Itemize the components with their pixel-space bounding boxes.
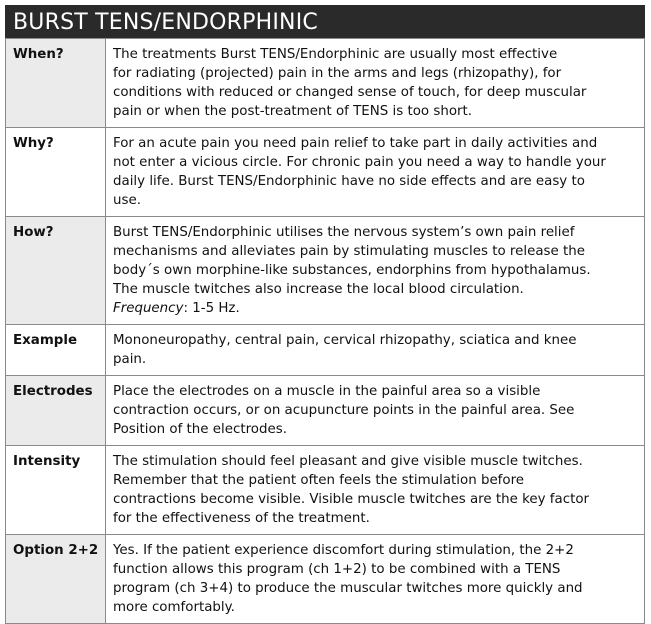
description-line: for radiating (projected) pain in the arms and legs (rhizopathy), for: [113, 66, 562, 81]
description-line: Place the electrodes on a muscle in the painful area so a visible: [113, 384, 541, 399]
description-line: not enter a vicious circle. For chronic pain you need a way to handle your: [113, 155, 606, 170]
description-line: Mononeuropathy, central pain, cervical rhizopathy, sciatica and knee: [113, 333, 577, 348]
description-line: For an acute pain you need pain relief to take part in daily activities and: [113, 136, 598, 151]
row-description: [106, 446, 644, 534]
description-line: The treatments Burst TENS/Endorphinic are usually most effective: [113, 47, 558, 62]
description-line: mechanisms and alleviates pain by stimulating muscles to release the: [113, 244, 585, 259]
description-line: contractions become visible. Visible muscle twitches are the key factor: [113, 492, 590, 507]
row-description: [106, 535, 644, 623]
description-line: The muscle twitches also increase the local blood circulation.: [113, 282, 524, 297]
burst-tens-table: [5, 5, 645, 624]
table-row: [6, 445, 644, 534]
description-line: pain.: [113, 352, 147, 367]
row-description: [106, 217, 644, 324]
description-line: use.: [113, 193, 141, 208]
description-line: The stimulation should feel pleasant and give visible muscle twitches.: [113, 454, 583, 469]
table-row: [6, 324, 644, 375]
description-line: Remember that the patient often feels the stimulation before: [113, 473, 525, 488]
table-row: [6, 38, 644, 127]
row-label: Example: [6, 325, 106, 375]
frequency-line: [113, 299, 638, 318]
table-row: [6, 127, 644, 216]
description-line: daily life. Burst TENS/Endorphinic have no side effects and are easy to: [113, 174, 585, 189]
row-description: [106, 325, 644, 375]
description-line: for the effectiveness of the treatment.: [113, 511, 370, 526]
description-line: pain or when the post-treatment of TENS is too short.: [113, 104, 473, 119]
frequency-label: Frequency: [113, 301, 184, 316]
row-label: Option 2+2: [6, 535, 106, 623]
row-label: Why?: [6, 128, 106, 216]
table-row: [6, 216, 644, 324]
row-description: [106, 128, 644, 216]
table-row: [6, 375, 644, 445]
description-line: conditions with reduced or changed sense of touch, for deep muscular: [113, 85, 587, 100]
row-description: [106, 376, 644, 445]
description-line: more comfortably.: [113, 600, 235, 615]
description-line: Position of the electrodes.: [113, 422, 287, 437]
description-line: function allows this program (ch 1+2) to be combined with a TENS: [113, 562, 561, 577]
row-label: Electrodes: [6, 376, 106, 445]
row-label: How?: [6, 217, 106, 324]
description-line: Burst TENS/Endorphinic utilises the nervous system’s own pain relief: [113, 225, 575, 240]
description-line: body´s own morphine-like substances, endorphins from hypothalamus.: [113, 263, 591, 278]
row-description: [106, 39, 644, 127]
description-line: contraction occurs, or on acupuncture points in the painful area. See: [113, 403, 575, 418]
frequency-value: : 1-5 Hz.: [183, 301, 240, 316]
table-title: BURST TENS/ENDORPHINIC: [5, 5, 645, 38]
description-line: Yes. If the patient experience discomfort during stimulation, the 2+2: [113, 543, 574, 558]
row-label: When?: [6, 39, 106, 127]
description-line: program (ch 3+4) to produce the muscular twitches more quickly and: [113, 581, 583, 596]
table-row: [6, 534, 644, 623]
row-label: Intensity: [6, 446, 106, 534]
table-rows: [5, 38, 645, 624]
